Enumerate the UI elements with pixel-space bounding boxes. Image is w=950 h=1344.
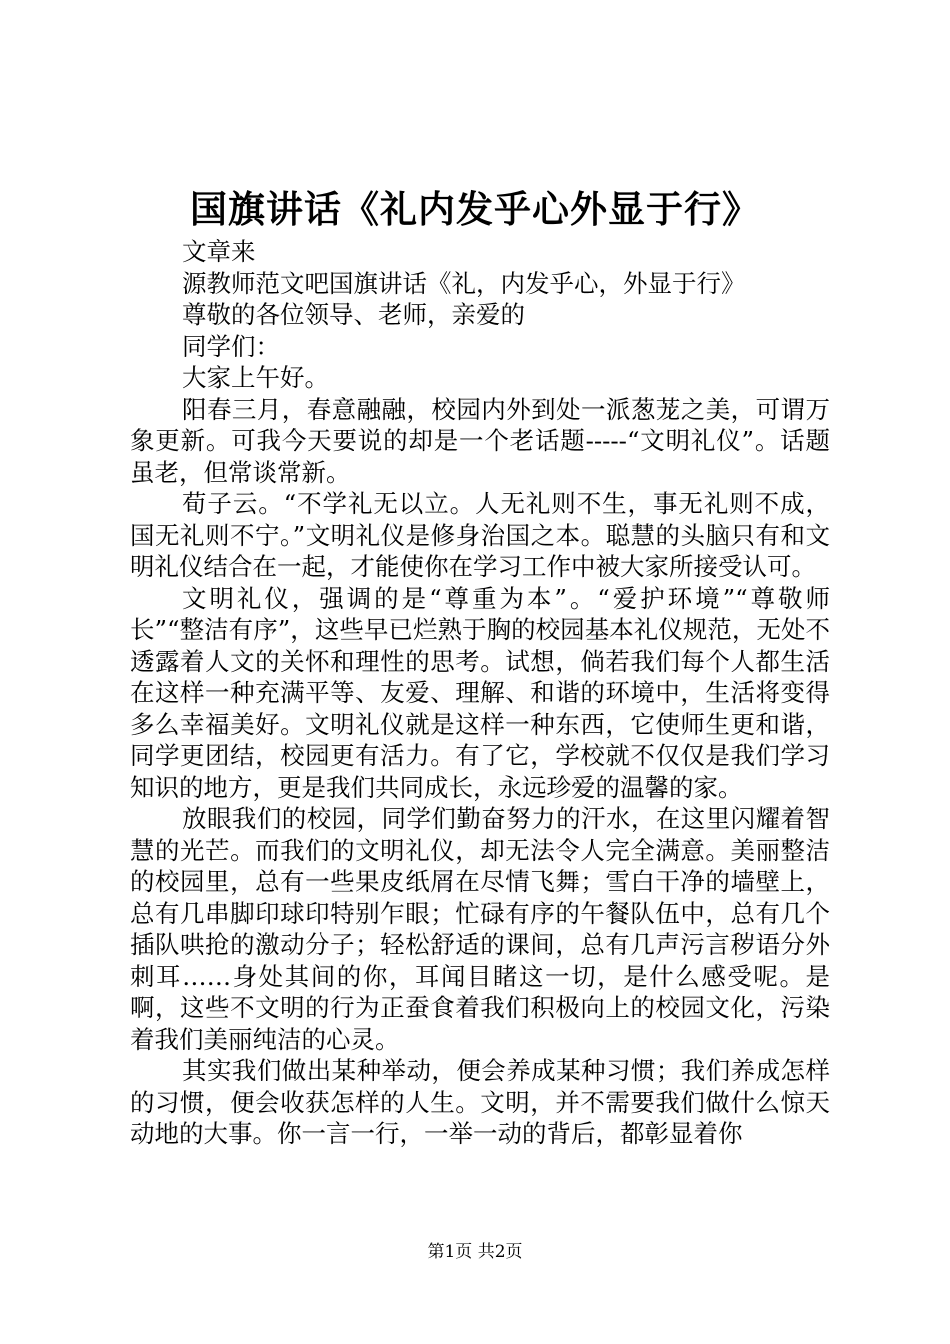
- body-paragraph: 阳春三月，春意融融，校园内外到处一派葱茏之美，可谓万象更新。可我今天要说的却是一个老话题-----“文明礼仪”。话题虽老，但常谈常新。: [130, 394, 830, 487]
- body-paragraph: 放眼我们的校园，同学们勤奋努力的汗水，在这里闪耀着智慧的光芒。而我们的文明礼仪，却无法令人完全满意。美丽整洁的校园里，总有一些果皮纸屑在尽情飞舞；雪白干净的墙壁上，总有几串脚印球印特别乍眼；忙碌有序的午餐队伍中，总有几个插队哄抢的激动分子；轻松舒适的课间，总有几声污言秽语分外刺耳……身处其间的你，耳闻目睹这一切，是什么感受呢。是啊，这些不文明的行为正蚕食着我们积极向上的校园文化，污染着我们美丽纯洁的心灵。: [130, 804, 830, 1054]
- header-line: 文章来: [182, 237, 256, 266]
- header-line: 尊敬的各位领导、老师，亲爱的: [182, 300, 525, 329]
- header-line: 同学们：: [182, 331, 280, 361]
- document-title: 国旗讲话《礼内发乎心外显于行》: [190, 187, 760, 231]
- body-paragraph: 其实我们做出某种举动，便会养成某种习惯；我们养成怎样的习惯，便会收获怎样的人生。文明，并不需要我们做什么惊天动地的大事。你一言一行，一举一动的背后，都彰显着你: [130, 1056, 830, 1148]
- header-line: 大家上午好。: [182, 363, 329, 392]
- page-footer: 第1页 共2页: [427, 1242, 523, 1262]
- body-paragraph: 荀子云。“不学礼无以立。人无礼则不生，事无礼则不成，国无礼则不宁。”文明礼仪是修身治国之本。聪慧的头脑只有和文明礼仪结合在一起，才能使你在学习工作中被大家所接受认可。: [130, 489, 830, 581]
- document-body: [130, 236, 830, 1150]
- header-line: 源教师范文吧国旗讲话《礼，内发乎心，外显于行》: [182, 268, 746, 298]
- body-paragraph: 文明礼仪，强调的是“尊重为本”。“爱护环境”“尊敬师长”“整洁有序”，这些早已烂熟于胸的校园基本礼仪规范，无处不透露着人文的关怀和理性的思考。试想，倘若我们每个人都生活在这样一种充满平等、友爱、理解、和谐的环境中，生活将变得多么幸福美好。文明礼仪就是这样一种东西，它使师生更和谐，同学更团结，校园更有活力。有了它，学校就不仅仅是我们学习知识的地方，更是我们共同成长，永远珍爱的温馨的家。: [130, 583, 830, 802]
